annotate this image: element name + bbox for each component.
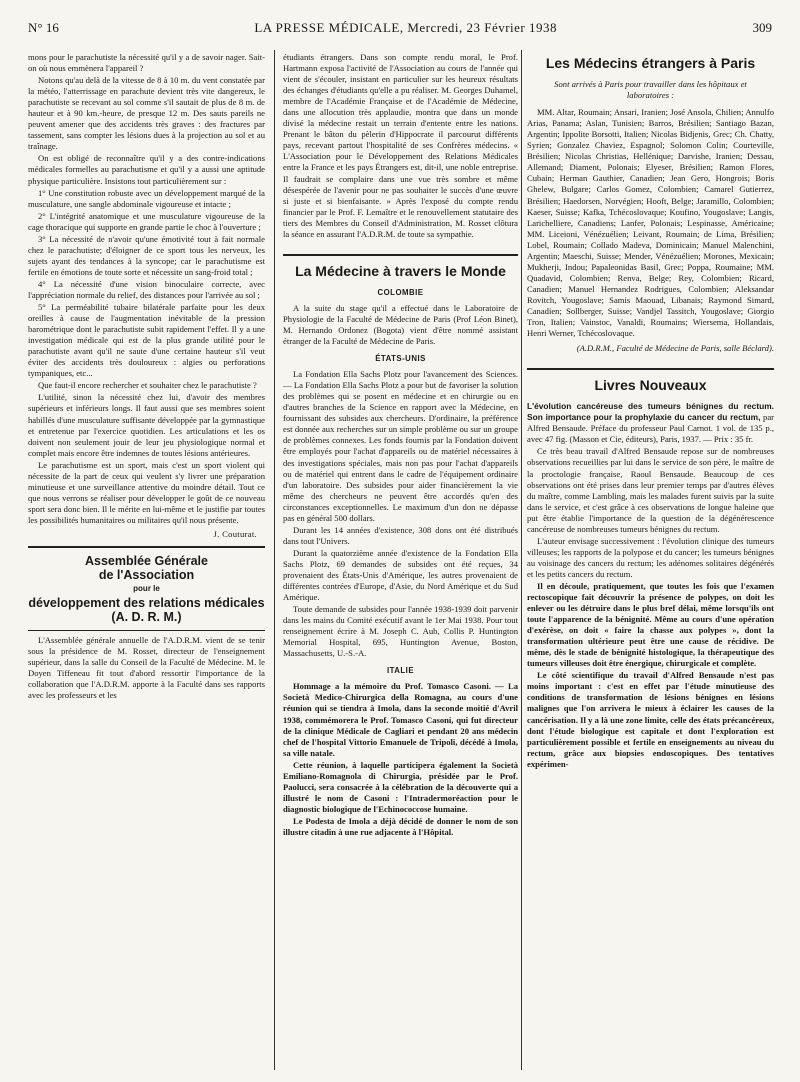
paragraph: Le parachutisme est un sport, mais c'est un sport violent qui nécessite de la part de ceux qui veulent s'y livrer une préparation minutieuse et une surveillance attentive du moindre détail. Tout ce que nous verrons se réaliser pour développer le goût de ce nouveau sport sera donc bien. Il le mérite en lui-même et le justifie par toutes les possibilités humanitaires ou militaires qu'il nous présente. [28, 459, 265, 525]
column-middle [283, 52, 518, 839]
paragraph: La Fondation Ella Sachs Plotz pour l'avancement des Sciences. — La Fondation Ella Sachs Plotz a pour but de favoriser la solution des problèmes qui se posent en médecine et en chirurgie ou en d'autres branches de la Science en rapport avec la Médecine, en fournissant des subsides aux chercheurs. D'ordinaire, la préférence est donnée aux recherches sur un simple problème ou sur un groupe de problèmes connexes. Les fonds fournis par la Fondation doivent être employés pour l'achat d'appareils ou de matériel nécessaires à des investigations spéciales, mais non pas pour l'achat d'appareils ou de matériel qui entrent dans le cadre de l'équipement ordinaire d'un laboratoire. Des subsides pour aider financièrement la vie même des chercheurs ne peuvent être accordés qu'en des circonstances exceptionnelles. Le maximum d'un don ne dépasse pas en général 500 dollars. [283, 369, 518, 523]
assoc-title-line: développement des relations médicales [28, 596, 265, 611]
paragraph: mons pour le parachutiste la nécessité qu'il y a de savoir nager. Sait-on où nous emmènera l'appareil ? [28, 52, 265, 74]
paragraph: Le côté scientifique du travail d'Alfred Bensaude n'est pas moins important : c'est en effet par l'étude minutieuse des conditions de transformation de lésions bénignes en lésions malignes que l'on arrivera le mieux à éclairer les causes de la cancérisation. Il y a là une zone limite, celle des états précancéreux, dont l'étude biologique est capitale et dont l'exploration est particulièrement possible et fertile en enseignements au niveau du rectum, grâce aux biopsies endoscopiques. Des tentatives expérimen- [527, 670, 774, 769]
paragraph: Hommage a la mémoire du Prof. Tomasco Casoni. — La Società Medico-Chirurgica della Romagna, au cours d'une réunion qui se tiendra à Imola, dans la seconde moitié d'Avril 1938, commémorera le Prof. Tomasco Casoni, qui fut directeur de la clinique Médicale de Cagliari et pendant 20 ans médecin chef de l'hospital Vittorio Emanuele de Tripoli, décédé à Imola, sa ville natale. [283, 681, 518, 758]
author-signature: J. Couturat. [213, 528, 257, 539]
publication-title: LA PRESSE MÉDICALE, Mercredi, 23 Février 1938 [254, 20, 558, 35]
country-heading: ITALIE [386, 666, 415, 676]
book-meta: par Alfred Bensaude. Préface du professeur Paul Carnot. 1 vol. de 135 p., avec 47 fig. (Masson et Cie, éditeurs), Paris, 1937. — Prix : 35 fr. [527, 412, 774, 445]
section-divider [28, 546, 265, 548]
column-left [28, 52, 265, 702]
issue-number: N° 16 [28, 20, 59, 35]
paragraph: Ce très beau travail d'Alfred Bensaude repose sur de nombreuses observations recueillies par lui dans le service de son père, le maître de la proctologie française, Raoul Bensaude. Beaucoup de ces observations ont été prises dans leur premier temps par d'autres élèves du maître, comme Lambling, mais les malades furent suivis par la suite dans le service, et c'est grâce à ces observations de longue haleine que put être établie l'importance de la question de la dégénérescence cancéreuse de nombreuses tumeurs bénignes du rectum. [527, 446, 774, 534]
paragraph: 2° L'intégrité anatomique et une musculature vigoureuse de la cage thoracique qui supporte en grande partie le choc à l'ouverture ; [28, 210, 265, 232]
paragraph: Cette réunion, à laquelle participera également la Società Emiliano-Romagnola di Chirurgia, présidée par le Prof. Paolucci, sera consacrée à la célébration de la découverte qui a illustré le nom de Casoni : l'Intradermoréaction pour le diagnostic biologique de l'Echinococcose humaine. [283, 759, 518, 814]
assoc-title-line: Assemblée Générale [85, 554, 208, 569]
section-heading-etrangers: Les Médecins étrangers à Paris [545, 55, 756, 71]
column-rule [521, 50, 522, 1070]
paragraph: MM. Altar, Roumain; Ansari, Iranien; José Ansola, Chilien; Annulfo Arias, Panama; Aslan, Tunisien; Barros, Brésilien; Santiago Bazan, Argentin; Ippolite Borsotti, Italien; Nicolas Bidjenis, Grec; Ch. Chatty, Syrien; Gonzalez Chaviez, Espagnol; Solomon Colin; Courteville, Brésilien; Nicolas Christias, Hellénique; Darvishe, Iranien; Dessau, Allemand; Diament, Polonais; Elyeser, Brésilien; Ramon Flores, Cubain; Herman Gauthier, Canadien; Jean Gero, Hongrois; Boris Ghelew, Bulgare; Carlos Gomez, Colombien; Camarel Gutierrez, Brésilien; Haedorsen, Norvégien; Hooft, Belge; Jaramillo, Colombien; Kaeser, Suisse; Kafka, Tchécoslovaque; Koufino, Yougoslave; Langis, Larichelliere, Canadiens; Lanfer, Polonais; Lespinasse, Américaine; MM. Liceioni, Vénézuélien; Leivant, Roumain; de Lima, Brésilien; Lobel, Roumain; Collado Madeva, Dominicain; Manuel Malenchini, Argentin; Maeschi, Suisse; Mender, Vénézuélien; Morones, Mexicain; Mukherji, Indou; Papaleonidas Basil, Grec; Poppa, Roumaine; MM. Quadavid, Colombien; Renva, Belge; Rey, Colombien; Ricard, Canadien; Manuel Hernandez Rodrigues, Colombien; Aleksandar Rovitch, Yougoslave; Samis Maouad, Libanais; Raymond Simard, Canadien; Sollberger, Suisse; Vandjel Tassitch, Yougoslave; Giorgio Tron, Italien; Vainstoc, Vanaldi, Roumains; Wiersema, Hollandais, Henri Werner, Tchécoslovaque. [527, 107, 774, 339]
paragraph: Durant la quatorzième année d'existence de la Fondation Ella Sachs Plotz, 69 demandes de subsides ont été reçues, 34 provenaient des États-Unis d'Amérique, les autres provenaient de différentes contrées d'Europe, d'Asie, du Nord Amérique et du Sud Amérique. [283, 547, 518, 603]
assoc-heading [28, 554, 265, 624]
country-heading: COLOMBIE [377, 287, 424, 297]
paragraph: Toute demande de subsides pour l'année 1938-1939 doit parvenir dans les mains du Comité exécutif avant le 1er Mai 1938. Pour tout renseignement écrire à M. Joseph C. Aub, Collis P. Huntington Memorial Hospital, 695, Huntington Avenue, Boston, Massachusetts, U.-S.-A. [283, 604, 518, 659]
paragraph: Notons qu'au delà de la vitesse de 8 à 10 m. du vent constatée par la météo, l'atterrissage en parachute devient très vite dangereux, le parachutiste se recevant au sol comme s'il sautait de plus de 8 m. de hauteur et à 90 km.-heure, de presque 12 m. Des sauts pareils ne peuvent amener que des accidents très graves : des fractures par tassement, sans compter les lésions dues à la projection au sol et au traînage. [28, 75, 265, 152]
column-rule [274, 50, 275, 1070]
paragraph: 1° Une constitution robuste avec un développement marqué de la musculature, une sangle abdominale vigoureuse et intacte ; [28, 187, 265, 209]
assoc-title-line: (A. D. R. M.) [111, 610, 182, 625]
paragraph: On est obligé de reconnaître qu'il y a des contre-indications médicales formelles au parachutisme et qu'il y a aussi une aptitude physique particulière. Insistons tout particulièrement sur : [28, 153, 265, 186]
paragraph: Que faut-il encore rechercher et souhaiter chez le parachutiste ? [38, 380, 257, 391]
assoc-title-line: de l'Association [98, 568, 195, 583]
paragraph: Il en découle, pratiquement, que toutes les fois que l'examen rectoscopique fait découvrir la présence de polypes, on doit les enlever ou les détruire dans le plus bref délai, même lorsqu'ils ont toute l'apparence de la bénignité. Même au cours d'une opération d'exérèse, on doit « faire la chasse aux polypes », dont la transformation ultérieure peut être une cause de récidive. De même, dès le stade de bénignité histologique, la thérapeutique des tumeurs villeuses doit être énergique, chirurgicale et complète. [527, 580, 774, 669]
assoc-title-line: pour le [133, 584, 160, 594]
paragraph: 5° La perméabilité tubaire bilatérale parfaite pour les deux oreilles à cause de l'augmentation inévitable de la pression barométrique dont le parachutiste subit rapidement l'effet. Il y a une investigation médicale qui est de la plus grande utilité pour le parachutiste avant qu'il ne saute d'une certaine hauteur s'il veut éviter des accidents très douloureux : algies ou perforations tympaniques, etc... [28, 302, 265, 379]
page-header [28, 20, 772, 38]
paragraph: L'utilité, sinon la nécessité chez lui, d'avoir des membres supérieurs et inférieurs longs. Il faut aussi que ses membres soient habillés d'une musculature suffisante développée par la gymnastique et entretenue par l'exercice quotidien. Les articulations et les os doivent non seulement jouir de leur jeu physiologique normal et complet mais encore être indemnes de toutes lésions antérieures. [28, 392, 265, 458]
section-heading-monde: La Médecine à travers le Monde [295, 262, 506, 279]
page-number: 309 [752, 20, 772, 35]
paragraph: étudiants étrangers. Dans son compte rendu moral, le Prof. Hartmann exposa l'activité de l'Association au cours de l'année qui vient de s'écouler, insistant en particulier sur les heureux résultats des échanges d'étudiants qu'elle a pu réaliser. M. Georges Duhamel, membre de l'Académie Française et de l'Académie de Médecine, dans une allocution très applaudie, montra que dans un monde divisé la médecine restait un terrain d'entente entre les nations. Prenant le bâton du pèlerin d'Hippocrate il parcourut différents pays, recevant partout l'hospitalité de ses Confrères médecins. « L'Association pour le Développement des Relations Médicales entre la France et les pays Étrangers est, dit-il, une noble entreprise. Il faudrait se complaire dans une vue très sombre et même désespérée de l'avenir pour ne pas souhaiter le succès d'une œuvre si juste et si bienfaisante. » Après l'exposé du compte rendu financier par le Prof. F. Lemaître et le renouvellement statutaire des tiers des Membres du Conseil d'Administration, M. Rosset clôtura la séance en assurant l'A.D.R.M. de toute sa sympathie. [283, 52, 518, 239]
paragraph: L'Assemblée générale annuelle de l'A.D.R.M. vient de se tenir sous la présidence de M. Rosset, directeur de l'enseignement supérieur, dans la salle du Conseil de la Faculté de Médecine. M. le Doyen Tiffeneau fit tout d'abord ressortir l'importance de la collaboration que l'A.D.R.M. apporte à la Faculté dans ses rapports avec les professeurs et les [28, 635, 265, 701]
paragraph: L'auteur envisage successivement : l'évolution clinique des tumeurs villeuses; les rapports de la polypose et du cancer; les tumeurs bénignes au voisinage des cancers du rectum; les adénomes solitaires dégénérés et les petits cancers du rectum. [527, 535, 774, 579]
paragraph: 4° La nécessité d'une vision binoculaire correcte, avec l'appréciation normale du relief, des distances pour l'arrivée au sol ; [28, 278, 265, 300]
divider [28, 630, 265, 631]
paragraph: Le Podesta de Imola a déjà décidé de donner le nom de son illustre citadin à une rue adjacente à l'Hôpital. [283, 815, 518, 837]
country-heading: ÉTATS-UNIS [375, 354, 426, 364]
paragraph: 3° La nécessité de n'avoir qu'une émotivité tout à fait normale chez le parachutiste; d'éloigner de ce sport tous les nerveux, les sujets ayant des tendances à la syncope; car le parachutisme est fertile en émotions de toute sorte et nécessite un sang-froid total ; [28, 233, 265, 277]
section-divider [283, 254, 518, 256]
paragraph: A la suite du stage qu'il a effectué dans le Laboratoire de Physiologie de la Faculté de Médecine de Paris (Prof Léon Binet), M. Hernando Ordonez (Bogota) vient d'être nommé assistant étranger de la Faculté de Médecine de Paris. [283, 302, 518, 347]
section-intro: Sont arrivés à Paris pour travailler dans les hôpitaux et laboratoires : [554, 79, 747, 101]
footnote: (A.D.R.M., Faculté de Médecine de Paris, salle Béclard). [576, 343, 774, 354]
paragraph: Durant les 14 années d'existence, 308 dons ont été distribués dans tout l'Univers. [283, 524, 518, 546]
section-heading-livres: Livres Nouveaux [594, 377, 707, 394]
column-right [527, 52, 774, 771]
book-title: L'évolution cancéreuse des tumeurs bénignes du rectum. Son importance pour la prophylaxie du cancer du rectum, [527, 401, 774, 423]
section-divider [527, 368, 774, 370]
